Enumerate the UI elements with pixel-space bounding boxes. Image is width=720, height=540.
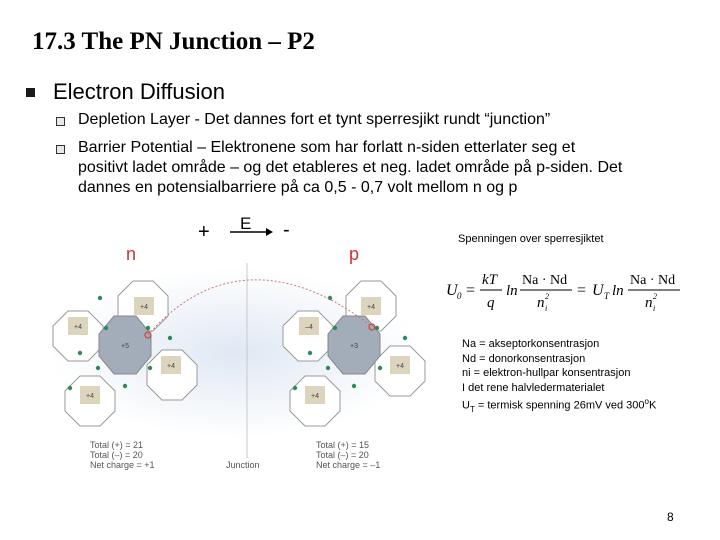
- formula-u0: U: [446, 282, 458, 299]
- bullet-barrier-potential: Barrier Potential – Elektronene som har forlatt n-siden etterlater seg et positivt ladet område – og det etableres et neg. ladet område på p-siden. Det dannes en potensialbarriere på ca 0,5 - 0,7 volt mellom n og p: [78, 139, 623, 196]
- formula-nand: Na · Nd: [630, 273, 676, 288]
- charge-label: +4: [311, 393, 319, 400]
- formula-nand: Na · Nd: [522, 273, 568, 288]
- formula-ln: ln: [506, 283, 518, 299]
- field-plus-sign: +: [198, 221, 210, 243]
- definition-na: Na = akseptorkonsentrasjon: [462, 338, 600, 350]
- formula-u0-sub: 0: [457, 291, 462, 301]
- left-total-plus: Total (+) = 21: [90, 440, 144, 450]
- bullet-square-icon: [26, 88, 35, 97]
- formula-ln: ln: [612, 283, 624, 299]
- definition-pure: I det rene halvledermaterialet: [462, 381, 605, 394]
- slide-title: 17.3 The PN Junction – P2: [32, 28, 315, 55]
- formula-q: q: [487, 295, 495, 311]
- charge-label: +4: [140, 304, 148, 311]
- formula-ut: U: [592, 282, 604, 299]
- charge-label: +4: [86, 393, 94, 400]
- sub-bullet-icon: [56, 145, 65, 154]
- charge-label: +4: [396, 363, 404, 370]
- right-net-charge: Net charge = –1: [316, 460, 381, 470]
- voltage-caption: Spenningen over sperresjiktet: [458, 233, 604, 245]
- p-atom-bottom-left: [290, 376, 340, 426]
- sub-bullet-icon: [56, 117, 65, 126]
- right-total-plus: Total (+) = 15: [316, 440, 370, 450]
- p-atom-bottom-right: [375, 346, 425, 396]
- field-minus-sign: -: [283, 219, 290, 241]
- charge-label: +4: [74, 324, 82, 331]
- left-net-charge: Net charge = +1: [90, 460, 155, 470]
- right-total-minus: Total (–) = 20: [316, 450, 369, 460]
- definition-ut: $U_T$ = termisk spenning 26mV ved 300$^o$K: [462, 397, 657, 414]
- p-label: p: [349, 244, 360, 264]
- page-number: 8: [667, 510, 674, 524]
- formula-sq: 2: [545, 292, 549, 301]
- pn-junction-diagram: [40, 238, 440, 478]
- formula-ut-sub: T: [604, 291, 610, 301]
- heading-electron-diffusion: Electron Diffusion: [53, 79, 226, 104]
- formula-eq: =: [466, 282, 476, 299]
- formula-ni: n: [645, 295, 653, 311]
- charge-label: +5: [121, 343, 129, 350]
- charge-label: –4: [305, 324, 313, 331]
- charge-label: +4: [367, 304, 375, 311]
- definition-ni: ni = elektron-hullpar konsentrasjon: [462, 367, 631, 379]
- n-atom-bottom-right: [147, 350, 197, 400]
- formula-eq: =: [577, 282, 587, 299]
- barrier-formula: [444, 265, 694, 317]
- definitions-list: [462, 337, 656, 417]
- junction-label: Junction: [226, 460, 260, 470]
- bullet-depletion-layer: Depletion Layer - Det dannes fort et tynt sperresjikt rundt “junction”: [78, 111, 551, 128]
- field-e-label: E: [240, 214, 252, 233]
- n-label: n: [126, 244, 137, 264]
- n-atom-bottom-left: [65, 376, 115, 426]
- charge-label: +4: [167, 363, 175, 370]
- definition-nd: Nd = donorkonsentrasjon: [462, 352, 586, 365]
- charge-label: +3: [350, 343, 358, 350]
- formula-sq: 2: [653, 292, 657, 301]
- formula-kt: kT: [482, 272, 497, 288]
- formula-ni-sub: i: [653, 304, 656, 313]
- formula-ni-sub: i: [545, 304, 548, 313]
- field-arrow-icon: [228, 226, 274, 238]
- formula-ni: n: [537, 295, 545, 311]
- left-total-minus: Total (–) = 20: [90, 450, 143, 460]
